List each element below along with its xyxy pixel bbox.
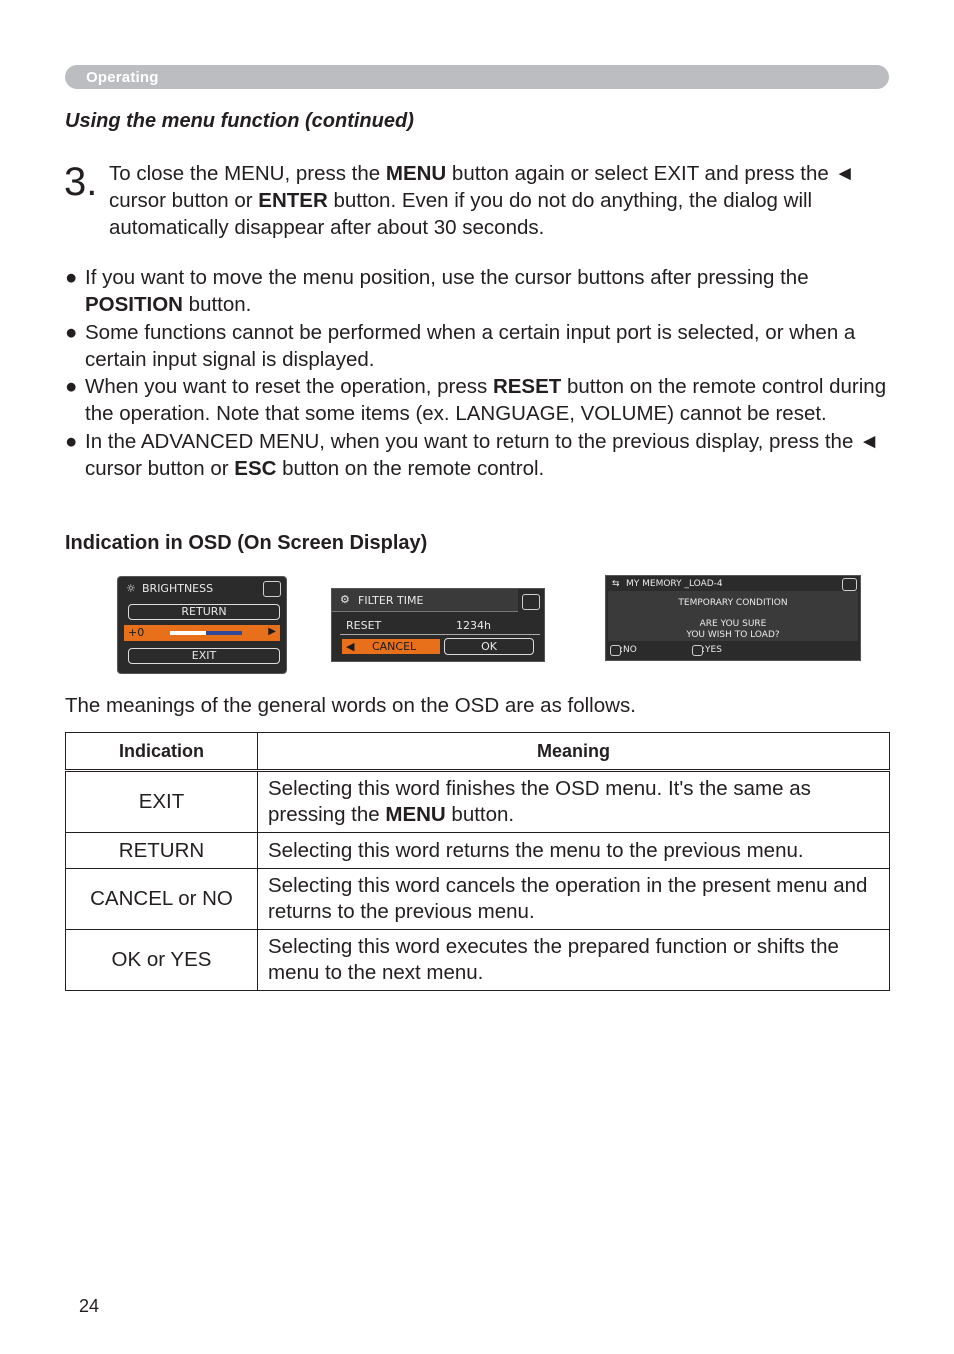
indication-cell: OK or YES [66, 930, 258, 991]
osd-message-line: ARE YOU SURE [699, 619, 767, 629]
meaning-cell: Selecting this word finishes the OSD menu. It's the same as pressing the MENU button. [258, 771, 890, 833]
sun-icon: ☼ [126, 582, 136, 595]
bullet-icon: ● [65, 429, 78, 453]
osd-move-icon [842, 578, 857, 591]
osd-slider-track [170, 631, 242, 635]
osd-filter-title: FILTER TIME [358, 594, 424, 607]
osd-ok-button: OK [444, 638, 534, 655]
osd-divider [340, 634, 540, 635]
osd-brightness-slider-row [124, 625, 280, 641]
osd-filter-screen [331, 588, 545, 662]
osd-words-table [65, 732, 890, 991]
bullet-icon: ● [65, 320, 78, 344]
column-header-indication: Indication [66, 733, 258, 771]
osd-memory-title: MY MEMORY _LOAD-4 [626, 579, 723, 589]
osd-exit-button: EXIT [128, 648, 280, 664]
osd-move-icon [263, 581, 281, 597]
table-row [66, 930, 890, 991]
meanings-intro: The meanings of the general words on the OSD are as follows. [65, 694, 636, 717]
osd-heading: Indication in OSD (On Screen Display) [65, 532, 428, 554]
note-item: ● If you want to move the menu position, use the cursor buttons after pressing the POSITION button. [65, 266, 809, 317]
column-header-meaning: Meaning [258, 733, 890, 771]
meaning-cell: Selecting this word returns the menu to the previous menu. [258, 833, 890, 869]
bullet-icon: ● [65, 266, 78, 289]
osd-message-panel [608, 591, 858, 641]
section-header-bar [65, 65, 889, 89]
notes-list [65, 264, 895, 482]
table-row [66, 869, 890, 930]
meaning-cell: Selecting this word cancels the operation in the present menu and returns to the previous menu. [258, 869, 890, 930]
osd-value: +0 [128, 626, 145, 639]
osd-memory-screen [605, 575, 861, 661]
indication-cell: EXIT [66, 771, 258, 833]
filter-icon: ⚙ [340, 593, 350, 606]
osd-message-line: YOU WISH TO LOAD? [686, 630, 780, 640]
indication-cell: RETURN [66, 833, 258, 869]
note-item: ● When you want to reset the operation, press RESET button on the remote control during the operation. Note that some items (ex. LANGUAGE, VOLUME) cannot be reset. [65, 375, 887, 426]
osd-no-label: :NO [620, 645, 637, 655]
osd-brightness-title: BRIGHTNESS [142, 582, 214, 595]
osd-message-line: TEMPORARY CONDITION [678, 598, 788, 608]
osd-return-button: RETURN [128, 604, 280, 620]
table-row [66, 771, 890, 833]
osd-filter-hours: 1234h [456, 619, 491, 632]
memory-icon: ⇆ [612, 579, 620, 589]
osd-reset-label: RESET [346, 619, 382, 632]
table-header-row [66, 733, 890, 771]
note-item: ● Some functions cannot be performed when a certain input port is selected, or when a certain input signal is displayed. [65, 320, 856, 371]
table-row [66, 833, 890, 869]
osd-move-icon [522, 594, 540, 610]
osd-yes-label: :YES [702, 645, 722, 655]
note-item: ● In the ADVANCED MENU, when you want to return to the previous display, press the ◄ cursor button or ESC button on the remote control. [65, 429, 880, 481]
osd-brightness-screen [117, 576, 287, 674]
step-text: To close the MENU, press the MENU button again or select EXIT and press the ◄ cursor button or ENTER button. Even if you do not do anything, the dialog will automatically disappear after about 30 seconds. [109, 162, 855, 239]
osd-slider-fill [170, 631, 206, 635]
bullet-icon: ● [65, 375, 78, 399]
osd-cancel-button: ◀ CANCEL [342, 639, 440, 654]
page-subtitle: Using the menu function (continued) [65, 110, 414, 132]
indication-cell: CANCEL or NO [66, 869, 258, 930]
arrow-right-icon: ▶ [268, 626, 276, 637]
step-number: 3. [64, 160, 98, 204]
section-label: Operating [86, 69, 159, 86]
meaning-cell: Selecting this word executes the prepared function or shifts the menu to the next menu. [258, 930, 890, 991]
page-number: 24 [79, 1296, 100, 1316]
